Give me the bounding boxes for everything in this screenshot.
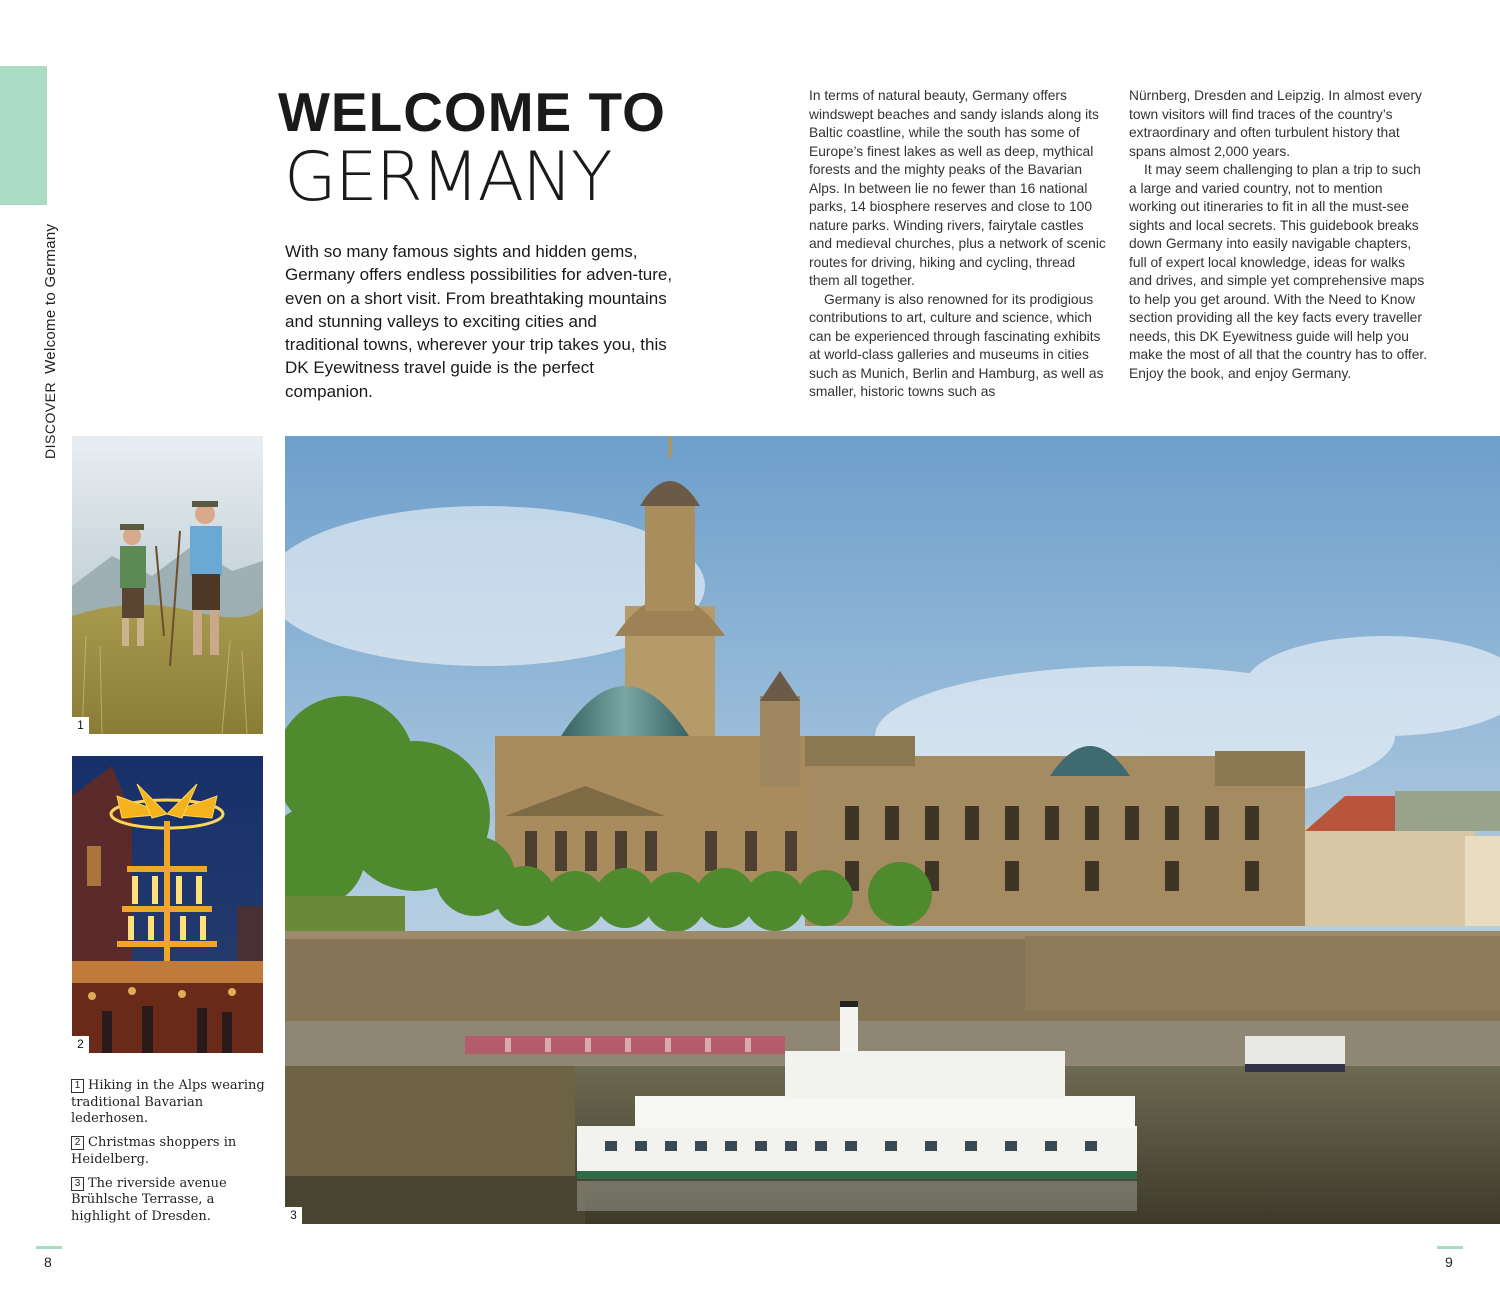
caption-number: 2	[71, 1136, 84, 1150]
photo-number: 2	[72, 1036, 89, 1053]
title-line-1: WELCOME TO	[278, 81, 666, 143]
caption-text: Christmas shoppers in Heidelberg.	[71, 1135, 237, 1167]
caption-text: The riverside avenue Brühlsche Terrasse, a highlight of Dresden.	[71, 1175, 227, 1224]
caption-text: Hiking in the Alps wearing traditional Bavarian lederhosen.	[71, 1078, 265, 1127]
photo-hikers	[72, 436, 263, 734]
photo-number: 3	[285, 1207, 302, 1224]
body-paragraph: It may seem challenging to plan a trip to such a large and varied country, not to mention working out itineraries to fit in all the must-see sights and local secrets. This guidebook breaks down Germany into easily navigable chapters, full of expert local knowledge, ideas for walks and drives, and simple yet comprehensive maps to help you get around. With the Need to Know section providing all the key facts every traveller needs, this DK Eyewitness guide will help you make the most of all that the country has to offer. Enjoy the book, and enjoy Germany.	[1129, 162, 1428, 381]
body-paragraph: Nürnberg, Dresden and Leipzig. In almost every town visitors will find traces of the country’s extraordinary and often turbulent history that spans almost 2,000 years.	[1129, 88, 1422, 159]
caption-number: 1	[71, 1079, 84, 1093]
photo-dresden	[285, 436, 1500, 1224]
section-label: DISCOVER	[42, 381, 58, 459]
caption-item	[71, 1176, 271, 1226]
photo-number: 1	[72, 717, 89, 734]
title-line-2: GERMANY	[284, 138, 611, 217]
caption-item	[71, 1135, 271, 1168]
page-number-right: 9	[1437, 1246, 1463, 1270]
page-number-left: 8	[36, 1246, 62, 1270]
intro-paragraph: With so many famous sights and hidden gems, Germany offers endless possibilities for adven-ture, even on a short visit. From breathtaking mountains and stunning valleys to exciting cities and traditional towns, wherever your trip takes you, this DK Eyewitness travel guide is the perfect companion.	[285, 242, 673, 401]
body-paragraph: In terms of natural beauty, Germany offers windswept beaches and sandy islands along its Baltic coastline, while the south has some of Europe’s finest lakes as well as deep, mythical forests and the mighty peaks of the Bavarian Alps. In between lie no fewer than 16 national parks, 14 biosphere reserves and close to 100 nature parks. Winding rivers, fairytale castles and medieval churches, plus a network of scenic routes for driving, hiking and cycling, thread them all together.	[809, 88, 1106, 288]
caption-item	[71, 1078, 271, 1128]
photo-captions	[71, 1078, 271, 1233]
body-column-2	[1129, 87, 1429, 383]
photo-christmas-market	[72, 756, 263, 1053]
body-column-1	[809, 87, 1109, 402]
caption-number: 3	[71, 1177, 84, 1191]
body-paragraph: Germany is also renowned for its prodigious contributions to art, culture and science, which can be experienced through fascinating exhibits at world-class galleries and museums in cities such as Munich, Berlin and Hamburg, as well as smaller, historic towns such as	[809, 291, 1104, 399]
chapter-label: Welcome to Germany	[42, 223, 59, 374]
running-header	[42, 224, 59, 459]
section-tab	[0, 66, 47, 205]
